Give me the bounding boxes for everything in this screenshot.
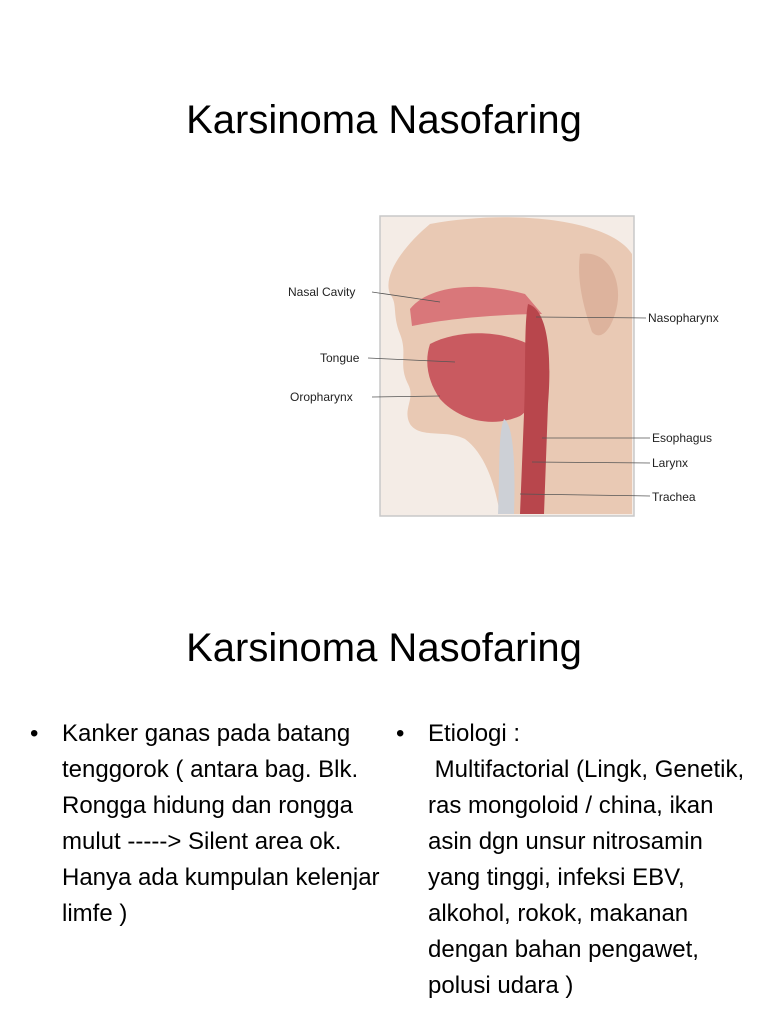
label-nasal-cavity: Nasal Cavity [288, 285, 356, 299]
label-tongue: Tongue [320, 351, 360, 365]
anatomy-figure [280, 214, 740, 520]
bullet-marker: • [30, 720, 39, 747]
etiology-heading: Etiologi : [428, 720, 521, 747]
label-esophagus: Esophagus [652, 431, 713, 445]
slide-2 [0, 580, 768, 1024]
list-item [30, 716, 382, 932]
label-nasopharynx: Nasopharynx [648, 311, 719, 325]
etiology-text: Multifactorial (Lingk, Genetik, ras mongoloid / china, ikan asin dgn unsur nitrosamin yang tinggi, infeksi EBV, alkohol, rokok, makanan dengan bahan pengawet, polusi udara ) [428, 756, 751, 999]
list-item [396, 716, 756, 752]
right-column [396, 716, 756, 1004]
left-column [30, 716, 382, 932]
label-trachea: Trachea [652, 490, 696, 504]
definition-text: Kanker ganas pada batang tenggorok ( antara bag. Blk. Rongga hidung dan rongga mulut -----> Silent area ok. Hanya ada kumpulan kelenjar limfe ) [62, 720, 380, 927]
label-larynx: Larynx [652, 456, 689, 470]
slide-1-title: Karsinoma Nasofaring [186, 98, 582, 142]
slide-2-title: Karsinoma Nasofaring [186, 626, 582, 670]
bullet-marker: • [396, 720, 405, 747]
label-oropharynx: Oropharynx [290, 390, 353, 404]
anatomy-illustration [280, 214, 740, 520]
